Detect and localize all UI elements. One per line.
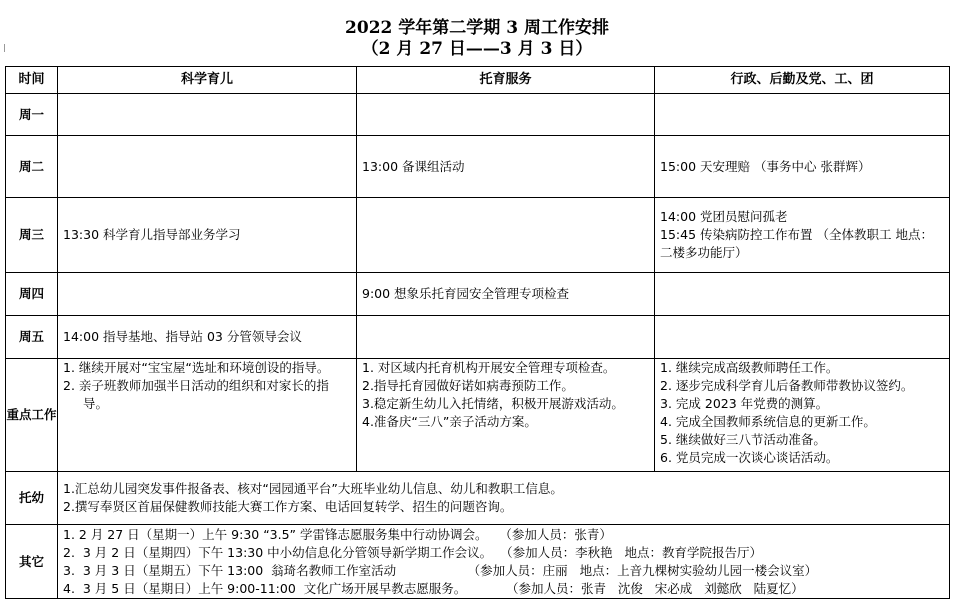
- list-item: 2. 3 月 2 日（星期四）下午 13:30 中小幼信息化分管领导新学期工作会议。 （参加人员：李秋艳 地点：教育学院报告厅）: [63, 544, 763, 560]
- day-label: 周四: [6, 273, 58, 316]
- list-item: 3. 3 月 3 日（星期五）下午 13:00 翁琦名教师工作室活动 （参加人员：庄丽 地点：上音九棵树实验幼儿园一楼会议室）: [63, 562, 818, 578]
- focus-admin-cell: [655, 359, 950, 472]
- header-science: 科学育儿: [58, 67, 357, 94]
- list-item: 4. 完成全国教师系统信息的更新工作。: [660, 414, 876, 429]
- list-item: 2.撰写奉贤区首届保健教师技能大赛工作方案、电话回复转学、招生的问题咨询。: [63, 499, 513, 514]
- schedule-table: [5, 66, 950, 599]
- list-item: 3.稳定新生幼儿入托情绪，积极开展游戏活动。: [362, 396, 624, 411]
- admin-entry: 15:00 天安理赔 （事务中心 张群辉）: [660, 158, 871, 174]
- header-admin: 行政、后勤及党、工、团: [655, 67, 950, 94]
- focus-row: [6, 359, 950, 472]
- cell-childcare: [357, 198, 655, 273]
- admin-entry: 15:45 传染病防控工作布置 （全体教职工 地点：二楼多功能厅）: [660, 227, 933, 260]
- list-item: 6. 党员完成一次谈心谈话活动。: [660, 450, 839, 465]
- list-item: 3. 完成 2023 年党费的测算。: [660, 396, 829, 411]
- cell-admin: [655, 316, 950, 359]
- list-item: 4. 3 月 5 日（星期日）上午 9:00-11:00 文化广场开展早教志愿服务。 （参加人员：张青 沈俊 宋必成 刘懿欣 陆夏忆）: [63, 580, 804, 596]
- title-line-1: 2022 学年第二学期 3 周工作安排: [345, 18, 609, 38]
- page-title: [0, 18, 954, 60]
- header-childcare: 托育服务: [357, 67, 655, 94]
- list-item: 1. 继续完成高级教师聘任工作。: [660, 360, 839, 375]
- day-row-monday: [6, 94, 950, 136]
- cell-childcare: 9:00 想象乐托育园安全管理专项检查: [357, 273, 655, 316]
- header-time: 时间: [6, 67, 58, 94]
- focus-childcare-cell: [357, 359, 655, 472]
- page-edge-marker: [4, 44, 5, 52]
- cell-science: [58, 273, 357, 316]
- list-item: 2.指导托育园做好诺如病毒预防工作。: [362, 378, 574, 393]
- day-label: 周五: [6, 316, 58, 359]
- list-item: 1. 对区域内托育机构开展安全管理专项检查。: [362, 360, 616, 375]
- list-item: 1. 继续开展对“宝宝屋“选址和环境创设的指导。: [63, 360, 330, 375]
- list-item: 2. 逐步完成科学育儿后备教师带教协议签约。: [660, 378, 914, 393]
- list-item: 1. 2 月 27 日（星期一）上午 9:30 “3.5” 学雷锋志愿服务集中行动协调会。 （参加人员：张青）: [63, 526, 612, 542]
- other-row: [6, 525, 950, 599]
- tuoyou-cell: [58, 472, 950, 525]
- list-item: 2. 亲子班教师加强半日活动的组织和对家长的指导。: [63, 378, 329, 411]
- day-row-tuesday: [6, 136, 950, 198]
- cell-admin: [655, 198, 950, 273]
- list-item: 5. 继续做好三八节活动准备。: [660, 432, 826, 447]
- day-row-friday: [6, 316, 950, 359]
- cell-childcare: [357, 316, 655, 359]
- title-line-2: （2 月 27 日——3 月 3 日）: [361, 39, 593, 59]
- tuoyou-row: [6, 472, 950, 525]
- list-item: 1.汇总幼儿园突发事件报备表、核对“园园通平台”大班毕业幼儿信息、幼儿和教职工信息。: [63, 481, 563, 496]
- cell-admin: [655, 273, 950, 316]
- cell-childcare: [357, 94, 655, 136]
- cell-admin: [655, 136, 950, 198]
- admin-entry: 14:00 党团员慰问孤老: [660, 209, 788, 224]
- cell-science: 14:00 指导基地、指导站 03 分管领导会议: [58, 316, 357, 359]
- day-row-wednesday: [6, 198, 950, 273]
- other-cell: [58, 525, 950, 599]
- cell-admin: [655, 94, 950, 136]
- cell-science: [58, 94, 357, 136]
- cell-science: [58, 136, 357, 198]
- cell-science: 13:30 科学育儿指导部业务学习: [58, 198, 357, 273]
- day-label: 周二: [6, 136, 58, 198]
- other-label: 其它: [6, 525, 58, 599]
- header-row: [6, 67, 950, 94]
- day-label: 周一: [6, 94, 58, 136]
- focus-label: 重点工作: [6, 359, 58, 472]
- tuoyou-label: 托幼: [6, 472, 58, 525]
- day-row-thursday: [6, 273, 950, 316]
- list-item: 4.准备庆“三八”亲子活动方案。: [362, 414, 537, 429]
- cell-childcare: 13:00 备课组活动: [357, 136, 655, 198]
- day-label: 周三: [6, 198, 58, 273]
- focus-science-cell: [58, 359, 357, 472]
